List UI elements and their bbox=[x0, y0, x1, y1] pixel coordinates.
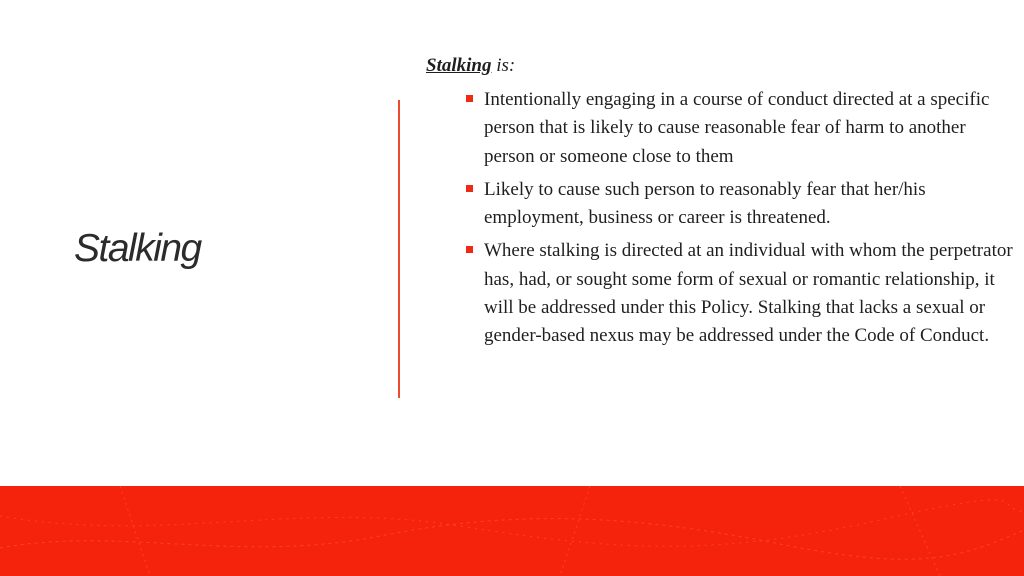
square-bullet-icon bbox=[466, 95, 473, 102]
definition-item-text: Likely to cause such person to reasonably fear that her/his employment, business or career is threatened. bbox=[484, 178, 926, 229]
definition-lead bbox=[426, 52, 1016, 80]
definition-item bbox=[484, 86, 1016, 171]
decorative-lines bbox=[0, 486, 1024, 576]
content-area bbox=[426, 52, 1016, 356]
square-bullet-icon bbox=[466, 246, 473, 253]
definition-item bbox=[484, 237, 1016, 350]
definition-list bbox=[426, 86, 1016, 351]
slide-title: Stalking bbox=[74, 227, 201, 270]
definition-item bbox=[484, 176, 1016, 233]
lead-suffix: is: bbox=[491, 55, 516, 76]
definition-item-text: Intentionally engaging in a course of conduct directed at a specific person that is likely to cause reasonable fear of harm to another person or someone close to them bbox=[484, 89, 990, 167]
lead-term: Stalking bbox=[426, 55, 492, 76]
definition-item-text: Where stalking is directed at an individual with whom the perpetrator has, had, or sought some form of sexual or romantic relationship, it will be addressed under this Policy. Stalking that lacks a sexual or gender-based nexus may be addressed under the Code of Conduct. bbox=[484, 240, 1013, 347]
square-bullet-icon bbox=[466, 185, 473, 192]
footer-accent-band bbox=[0, 486, 1024, 576]
vertical-divider bbox=[398, 100, 400, 398]
